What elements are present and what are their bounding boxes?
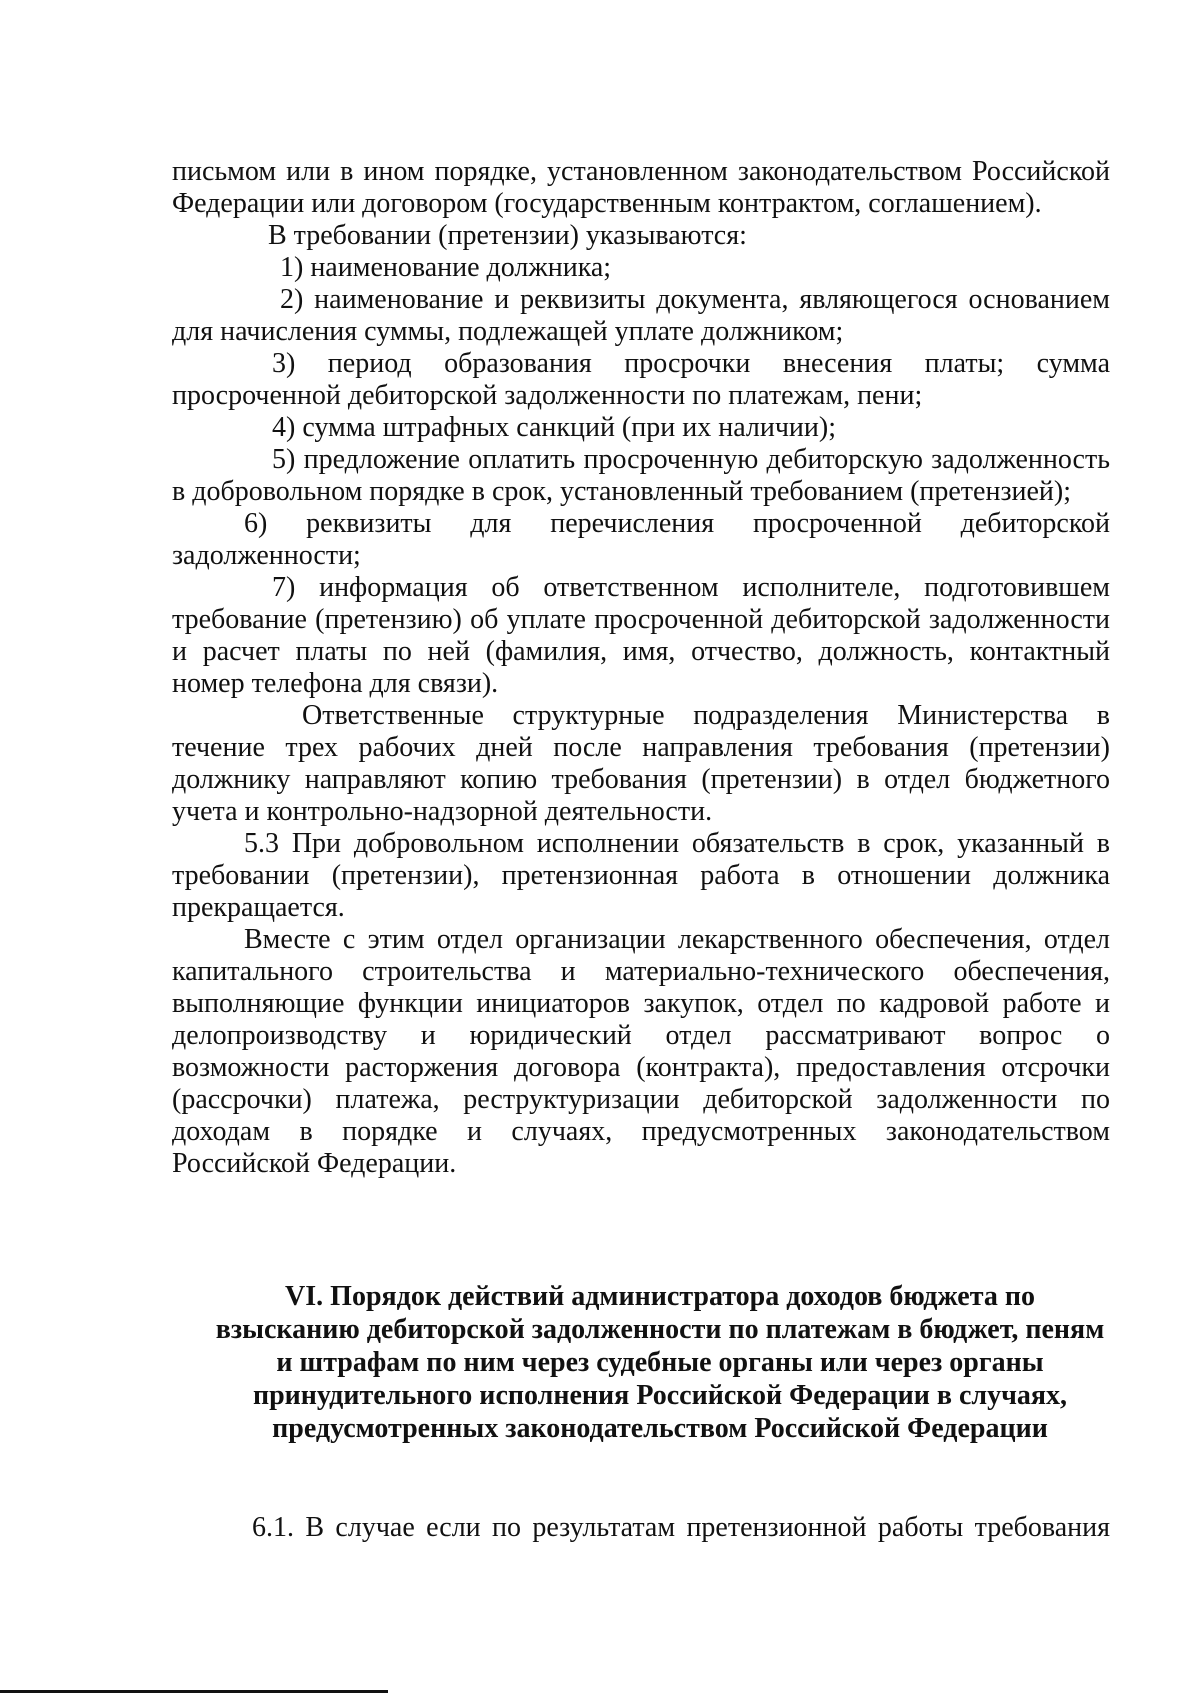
section-heading-line-3: и штрафам по ним через судебные органы или через органы <box>276 1347 1044 1378</box>
section-heading-line-5: предусмотренных законодательством Российской Федерации <box>272 1413 1048 1444</box>
paragraph-6-1: 6.1. В случае если по результатам претензионной работы требования <box>252 1512 1110 1543</box>
paragraph-contract-termination: Вместе с этим отдел организации лекарственного обеспечения, отдел капитального строительства и материально-технического обеспечения, выполняющие функции инициаторов закупок, отдел по кадровой работе и делопроизводству и юридический отдел рассматривают вопрос о возможности расторжения договора (контракта), предоставления отсрочки (рассрочки) платежа, реструктуризации дебиторской задолженности по доходам в порядке и случаях, предусмотренных законодательством Российской Федерации. <box>172 924 1110 1179</box>
list-item-7: 7) информация об ответственном исполнителе, подготовившем требование (претензию) об уплате просроченной дебиторской задолженности и расчет платы по ней (фамилия, имя, отчество, должность, контактный номер телефона для связи). <box>172 572 1110 699</box>
paragraph-5-3: 5.3 При добровольном исполнении обязательств в срок, указанный в требовании (претензии), претензионная работа в отношении должника прекращается. <box>172 828 1110 923</box>
list-item-3: 3) период образования просрочки внесения платы; сумма просроченной дебиторской задолженности по платежам, пени; <box>172 348 1110 411</box>
section-heading <box>190 1280 1130 1445</box>
paragraph-continuation: письмом или в ином порядке, установленном законодательством Российской Федерации или договором (государственным контрактом, соглашением). <box>172 156 1110 219</box>
list-item-1: 1) наименование должника; <box>280 252 612 283</box>
bottom-rule <box>0 1690 388 1693</box>
paragraph-responsible-units: Ответственные структурные подразделения Министерства в течение трех рабочих дней после направления требования (претензии) должнику направляют копию требования (претензии) в отдел бюджетного учета и контрольно-надзорной деятельности. <box>172 700 1110 827</box>
list-item-4: 4) сумма штрафных санкций (при их наличии); <box>272 412 836 443</box>
list-item-2: 2) наименование и реквизиты документа, являющегося основанием для начисления суммы, подлежащей уплате должником; <box>172 284 1110 347</box>
list-item-5: 5) предложение оплатить просроченную дебиторскую задолженность в добровольном порядке в срок, установленный требованием (претензией); <box>172 444 1110 507</box>
section-heading-line-4: принудительного исполнения Российской Федерации в случаях, <box>252 1380 1068 1411</box>
paragraph-claim-contents-intro: В требовании (претензии) указываются: <box>268 220 747 251</box>
document-body <box>172 156 1110 1180</box>
section-heading-line-2: взысканию дебиторской задолженности по платежам в бюджет, пеням <box>215 1314 1105 1345</box>
section-heading-line-1: VI. Порядок действий администратора доходов бюджета по <box>285 1281 1035 1312</box>
list-item-6: 6) реквизиты для перечисления просроченной дебиторской задолженности; <box>172 508 1110 571</box>
